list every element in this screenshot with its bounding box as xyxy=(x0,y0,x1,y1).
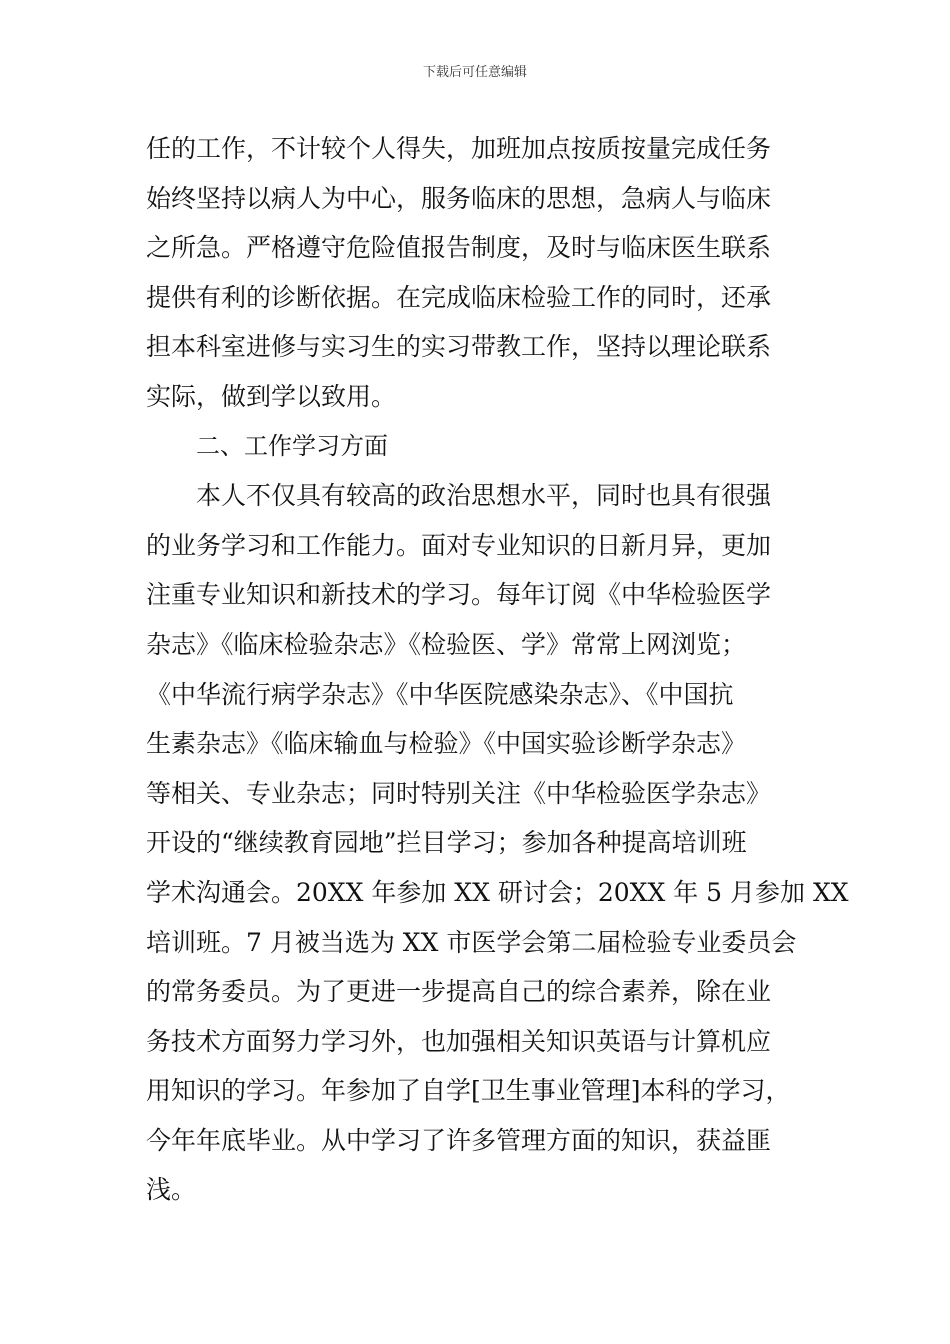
text-line: 任的工作，不计较个人得失，加班加点按质按量完成任务 xyxy=(146,134,772,163)
text-line: 浅。 xyxy=(146,1175,197,1205)
text-line: 务技术方面努力学习外，也加强相关知识英语与计算机应 xyxy=(146,1026,772,1056)
text-line: 注重专业知识和新技术的学习。每年订阅《中华检验医学 xyxy=(146,580,772,610)
text-line: 提供有利的诊断依据。在完成临床检验工作的同时，还承 xyxy=(146,282,772,312)
text-line: 担本科室进修与实习生的实习带教工作，坚持以理论联系 xyxy=(146,332,772,362)
section-heading: 二、工作学习方面 xyxy=(196,431,388,460)
text-line: 学术沟通会。20XX 年参加 XX 研讨会；20XX 年 5 月参加 XX xyxy=(146,877,849,907)
text-line: 的常务委员。为了更进一步提高自己的综合素养，除在业 xyxy=(146,977,772,1007)
page-header: 下载后可任意编辑 xyxy=(422,65,527,80)
text-line: 培训班。7 月被当选为 XX 市医学会第二届检验专业委员会 xyxy=(146,927,797,957)
text-line: 今年年底毕业。从中学习了许多管理方面的知识，获益匪 xyxy=(146,1125,772,1155)
paragraph-first-line: 本人不仅具有较高的政治思想水平，同时也具有很强 xyxy=(196,481,772,511)
document-body xyxy=(146,124,849,1215)
text-line: 的业务学习和工作能力。面对专业知识的日新月异，更加 xyxy=(146,530,772,560)
text-line: 开设的“继续教育园地”拦目学习；参加各种提高培训班 xyxy=(146,828,747,858)
text-line: 生素杂志》《临床输血与检验》《中国实验诊断学杂志》 xyxy=(146,729,747,759)
text-line: 用知识的学习。年参加了自学[卫生事业管理]本科的学习， xyxy=(146,1076,791,1106)
text-line: 始终坚持以病人为中心，服务临床的思想，急病人与临床 xyxy=(146,183,772,213)
text-line: 实际，做到学以致用。 xyxy=(146,381,397,411)
text-line: 杂志》《临床检验杂志》《检验医、学》常常上网浏览； xyxy=(146,629,747,659)
text-line: 等相关、专业杂志；同时特别关注《中华检验医学杂志》 xyxy=(146,778,772,808)
text-line: 之所急。严格遵守危险值报告制度，及时与临床医生联系 xyxy=(146,233,772,263)
text-line: 《中华流行病学杂志》《中华医院感染杂志》、《中国抗 xyxy=(146,679,734,709)
